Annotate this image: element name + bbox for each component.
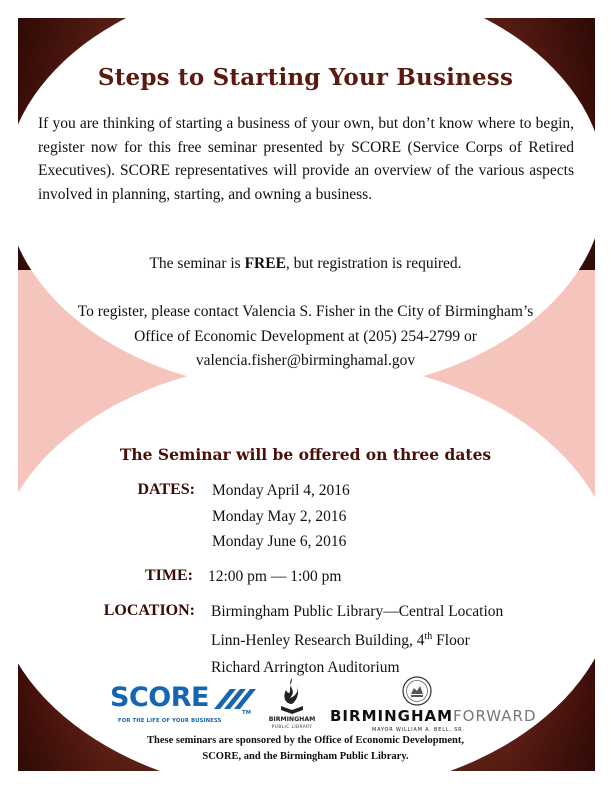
score-logo [110, 682, 260, 732]
date-3: Monday June 6, 2016 [212, 533, 347, 550]
birmingham-forward-wordmark [330, 707, 537, 725]
contact-line-1: To register, please contact Valencia S. Fisher in the City of Birmingham’s [77, 303, 534, 320]
free-word: FREE [244, 255, 286, 272]
free-notice [0, 255, 611, 273]
mayor-name: MAYOR WILLIAM A. BELL, SR. [372, 727, 465, 733]
library-name: BIRMINGHAM [268, 716, 316, 723]
flyer-title: Steps to Starting Your Business [97, 64, 514, 91]
bf-word-forward: FORWARD [453, 707, 537, 725]
contact-line-2: Office of Economic Development at (205) 254-2799 or [134, 327, 477, 345]
location-line-3: Richard Arrington Auditorium [211, 659, 400, 676]
time-label: TIME: [145, 567, 193, 584]
location-line-2 [211, 631, 470, 650]
city-seal-icon [402, 676, 432, 706]
time-value: 12:00 pm — 1:00 pm [208, 568, 342, 585]
footer-line-2: SCORE, and the Birmingham Public Library. [202, 751, 409, 762]
seminar-heading: The Seminar will be offered on three dates [119, 445, 492, 464]
free-notice-pre: The seminar is [149, 255, 245, 272]
flame-book-icon [278, 676, 306, 714]
dates-label: DATES: [137, 481, 195, 498]
location-label: LOCATION: [103, 602, 195, 619]
score-swoosh-icon [212, 685, 258, 711]
floor-ordinal: th [424, 631, 433, 642]
library-logo [262, 676, 322, 732]
score-trademark: TM [242, 710, 252, 716]
footer-line-1: These seminars are sponsored by the Office of Economic Development, [147, 735, 464, 746]
location-line-2-text: Linn-Henley Research Building, 4 [211, 632, 425, 650]
library-subtitle: PUBLIC LIBRARY [271, 724, 313, 729]
score-wordmark: SCORE [110, 682, 209, 713]
bf-word-birmingham: BIRMINGHAM [330, 707, 454, 725]
score-tagline: FOR THE LIFE OF YOUR BUSINESS [118, 718, 222, 724]
date-1: Monday April 4, 2016 [212, 482, 350, 499]
contact-block [30, 300, 581, 374]
free-notice-post: , but registration is required. [285, 255, 462, 272]
intro-paragraph: If you are thinking of starting a business of your own, but don’t know where to begin, register now for this free seminar presented by SCORE (Service Corps of Retired Executives). SCORE representatives will provide an overview of the various aspects involved in planning, starting, and owning a business. [38, 115, 574, 203]
location-line-1: Birmingham Public Library—Central Location [211, 603, 504, 620]
sponsor-footer [0, 733, 611, 765]
date-2: Monday May 2, 2016 [212, 508, 347, 525]
birmingham-forward-logo [330, 676, 537, 734]
contact-email: valencia.fisher@birminghamal.gov [195, 352, 416, 369]
location-line-2-end: Floor [432, 632, 470, 650]
